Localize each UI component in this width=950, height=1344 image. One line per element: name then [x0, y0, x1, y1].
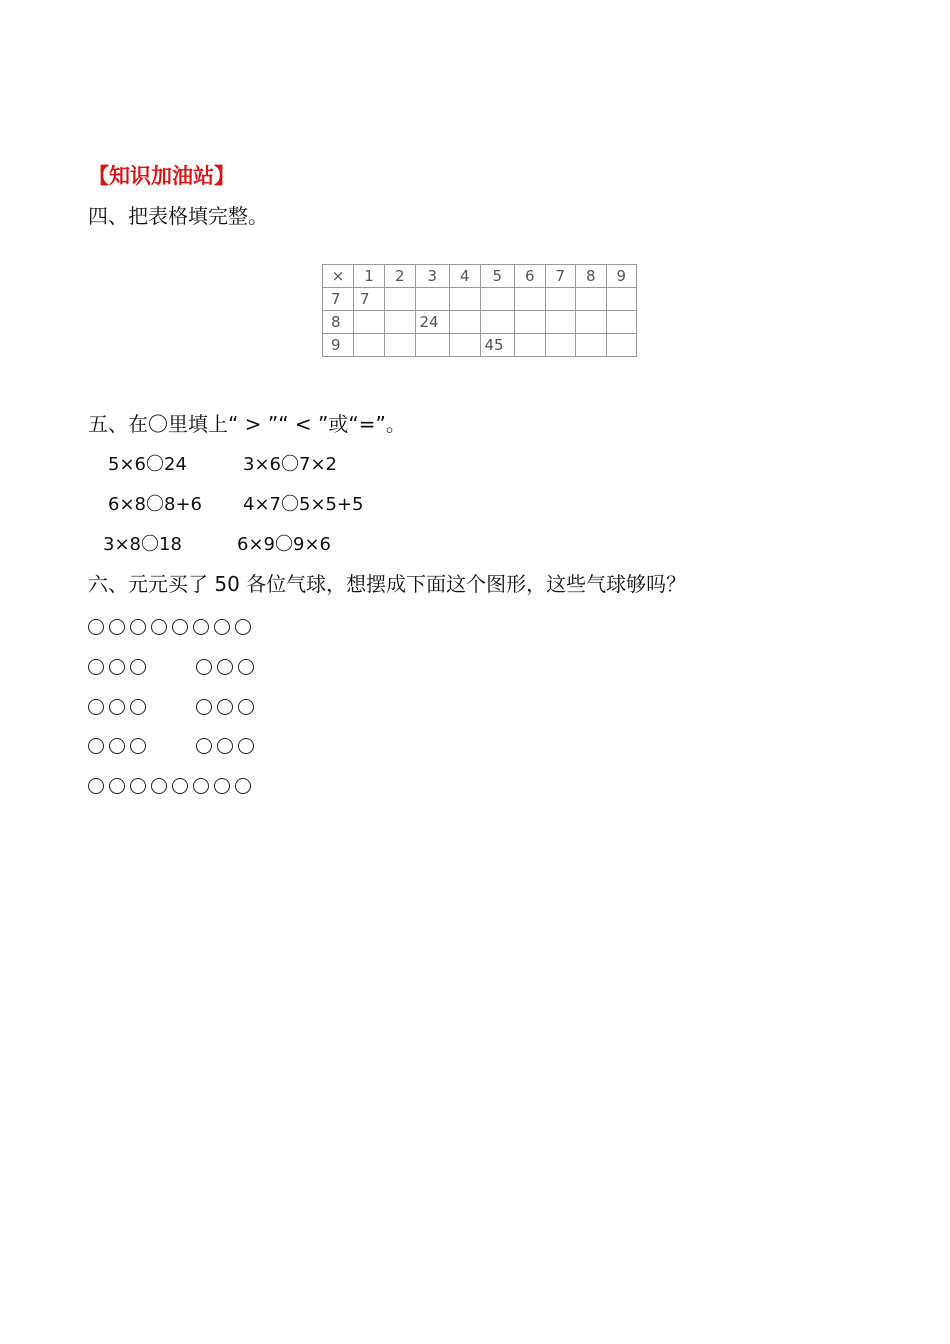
balloon-circle-icon: [196, 659, 212, 675]
balloon-circle-icon: [88, 778, 104, 794]
table-cell[interactable]: 24: [415, 311, 450, 334]
table-header-cell: 6: [515, 265, 546, 288]
table-cell[interactable]: [606, 288, 637, 311]
table-cell[interactable]: [354, 311, 385, 334]
balloon-row: [88, 652, 259, 678]
table-header-cell: 9: [606, 265, 637, 288]
balloon-circle-icon: [214, 778, 230, 794]
question-4-title: 四、把表格填完整。: [88, 204, 268, 228]
balloon-circle-icon: [196, 738, 212, 754]
balloon-row: [88, 692, 259, 718]
balloon-circle-icon: [109, 699, 125, 715]
table-cell[interactable]: [576, 311, 607, 334]
table-header-cell: 7: [545, 265, 576, 288]
balloon-circle-icon: [217, 659, 233, 675]
balloon-circle-icon: [235, 619, 251, 635]
balloon-circle-icon: [151, 778, 167, 794]
comparison-item[interactable]: 4×7〇5×5+5: [243, 494, 364, 515]
table-cell[interactable]: [606, 334, 637, 357]
balloon-circle-icon: [109, 778, 125, 794]
table-cell: 9: [323, 334, 354, 357]
comparison-item[interactable]: 3×6〇7×2: [243, 454, 337, 475]
balloon-circle-icon: [172, 778, 188, 794]
balloon-circle-icon: [130, 619, 146, 635]
balloon-circle-icon: [109, 738, 125, 754]
table-cell[interactable]: [545, 334, 576, 357]
comparison-item[interactable]: 6×8〇8+6: [108, 494, 202, 515]
table-cell[interactable]: [515, 334, 546, 357]
table-header-row: [323, 265, 637, 288]
balloon-circle-icon: [88, 699, 104, 715]
balloon-circle-icon: [217, 699, 233, 715]
balloon-row: [88, 612, 256, 638]
table-cell[interactable]: [450, 311, 481, 334]
table-row: [323, 288, 637, 311]
table-header-cell: 8: [576, 265, 607, 288]
table-cell[interactable]: [606, 311, 637, 334]
table-cell[interactable]: [545, 288, 576, 311]
balloon-circle-icon: [238, 699, 254, 715]
table-header-cell: ×: [323, 265, 354, 288]
table-row: [323, 311, 637, 334]
balloon-circle-icon: [193, 778, 209, 794]
balloon-circle-icon: [109, 659, 125, 675]
table-cell[interactable]: [450, 288, 481, 311]
comparison-item[interactable]: 5×6〇24: [108, 454, 187, 475]
table-cell[interactable]: [576, 288, 607, 311]
balloon-circle-icon: [130, 659, 146, 675]
table-header-cell: 3: [415, 265, 450, 288]
table-row: [323, 334, 637, 357]
table-cell[interactable]: [385, 288, 416, 311]
table-cell[interactable]: [480, 311, 515, 334]
balloon-circle-icon: [88, 738, 104, 754]
balloon-circle-icon: [196, 699, 212, 715]
table-cell[interactable]: [515, 288, 546, 311]
table-cell[interactable]: [415, 288, 450, 311]
balloon-row: [88, 731, 259, 757]
table-cell[interactable]: 45: [480, 334, 515, 357]
question-5-title: 五、在〇里填上“ > ”“ < ”或“=”。: [88, 412, 406, 436]
balloon-circle-icon: [238, 659, 254, 675]
balloon-circle-icon: [88, 659, 104, 675]
balloon-circle-icon: [235, 778, 251, 794]
table-cell[interactable]: [415, 334, 450, 357]
balloon-circle-icon: [109, 619, 125, 635]
table-header-cell: 4: [450, 265, 481, 288]
table-cell[interactable]: 7: [354, 288, 385, 311]
table-cell: 7: [323, 288, 354, 311]
section-header: 【知识加油站】: [88, 164, 235, 188]
table-cell[interactable]: [515, 311, 546, 334]
multiplication-table: [322, 264, 637, 357]
table-cell[interactable]: [450, 334, 481, 357]
comparison-item[interactable]: 6×9〇9×6: [237, 534, 331, 555]
balloon-circle-icon: [214, 619, 230, 635]
table-cell[interactable]: [354, 334, 385, 357]
balloon-circle-icon: [151, 619, 167, 635]
balloon-circle-icon: [172, 619, 188, 635]
balloon-circle-icon: [193, 619, 209, 635]
table-header-cell: 2: [385, 265, 416, 288]
table-header-cell: 1: [354, 265, 385, 288]
balloon-circle-icon: [130, 778, 146, 794]
table-cell[interactable]: [385, 311, 416, 334]
table-cell: 8: [323, 311, 354, 334]
balloon-circle-icon: [217, 738, 233, 754]
balloon-circle-icon: [238, 738, 254, 754]
question-6-title: 六、元元买了 50 各位气球，想摆成下面这个图形，这些气球够吗？: [88, 572, 687, 596]
comparison-item[interactable]: 3×8〇18: [103, 534, 182, 555]
table-cell[interactable]: [545, 311, 576, 334]
balloon-circle-icon: [130, 699, 146, 715]
table-cell[interactable]: [576, 334, 607, 357]
balloon-circle-icon: [88, 619, 104, 635]
table-header-cell: 5: [480, 265, 515, 288]
balloon-circle-icon: [130, 738, 146, 754]
table-cell[interactable]: [385, 334, 416, 357]
table-cell[interactable]: [480, 288, 515, 311]
balloon-row: [88, 771, 256, 797]
